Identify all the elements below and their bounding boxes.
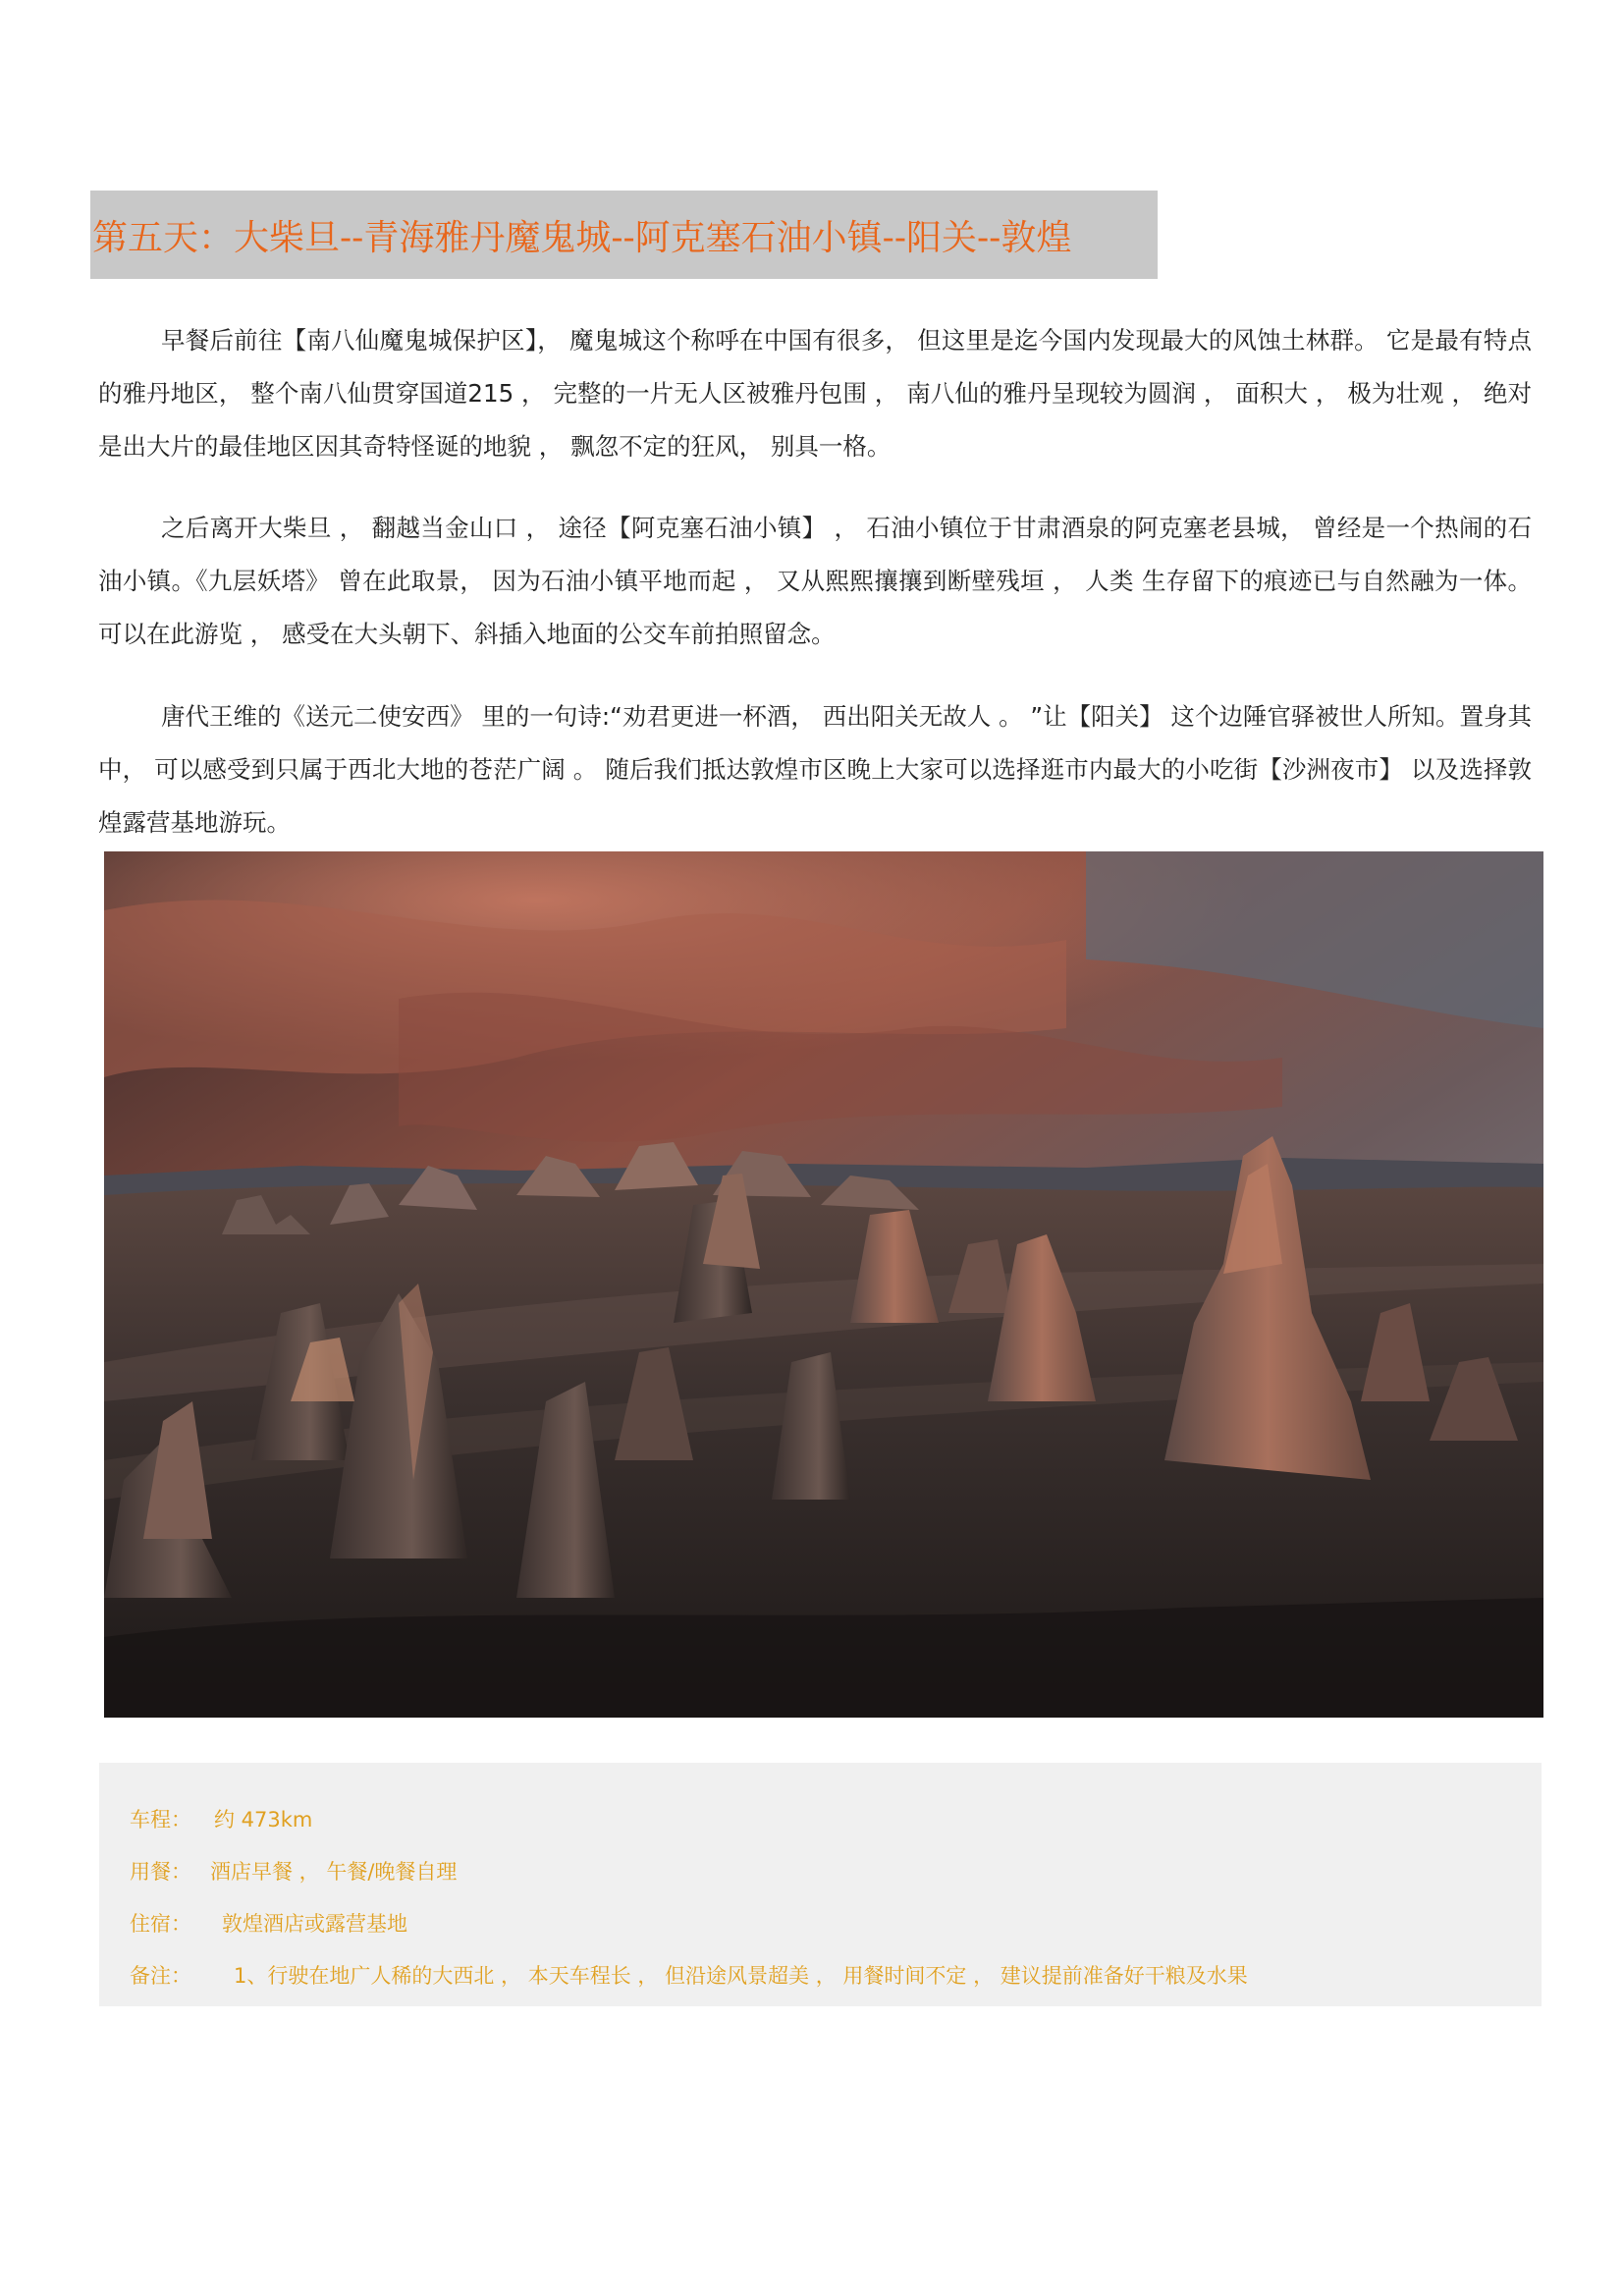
paragraph-nanbaxian [98, 314, 1532, 473]
paragraph-text: 之后离开大柴旦 ， 翻越当金山口 ， 途径【阿克塞石油小镇】 ， 石油小镇位于甘肃酒泉的阿克塞老县城， 曾经是一个热闹的石油小镇。《九层妖塔》 曾在此取景， 因为石油小镇平地而起 ， 又从熙熙攘攘到断壁残垣 ， 人类 生存留下的痕迹已与自然融为一体。可以在此游览 ， 感受在大头朝下、斜插入地面的公交车前拍照留念。 [98, 514, 1532, 648]
notes-row [130, 1960, 1248, 1990]
paragraph-text: 唐代王维的《送元二使安西》 里的一句诗:“劝君更进一杯酒， 西出阳关无故人 。 ”让【阳关】 这个边陲官驿被世人所知。置身其中， 可以感受到只属于西北大地的苍茫广阔 。 随后我们抵达敦煌市区晚上大家可以选择逛市内最大的小吃街【沙洲夜市】 以及选择敦煌露营基地游玩。 [98, 702, 1532, 837]
notes-label: 备注： [130, 1964, 191, 1988]
paragraph-yangguan [98, 690, 1532, 849]
paragraph-text: 早餐后前往【南八仙魔鬼城保护区】， 魔鬼城这个称呼在中国有很多， 但这里是迄今国内发现最大的风蚀土林群。 它是最有特点的雅丹地区， 整个南八仙贯穿国道215 ， 完整的一片无人区被雅丹包围 ， 南八仙的雅丹呈现较为圆润 ， 面积大 ， 极为壮观 ， 绝对是出大片的最佳地区因其奇特怪诞的地貌 ， 飘忽不定的狂风， 别具一格。 [98, 326, 1532, 461]
notes-value: 1、行驶在地广人稀的大西北 ， 本天车程长 ， 但沿途风景超美 ， 用餐时间不定 ， 建议提前准备好干粮及水果 [234, 1964, 1248, 1988]
meals-label: 用餐： [130, 1860, 191, 1884]
day-title-bar [90, 191, 1158, 279]
day-title: 第五天：大柴旦--青海雅丹魔鬼城--阿克塞石油小镇--阳关--敦煌 [92, 217, 1072, 258]
yardang-landscape-photo [104, 851, 1543, 1718]
lodging-label: 住宿： [130, 1912, 191, 1936]
lodging-value: 敦煌酒店或露营基地 [222, 1912, 407, 1936]
paragraph-akesai [98, 502, 1532, 661]
meals-row [130, 1856, 457, 1886]
trip-info-box [99, 1763, 1542, 2006]
lodging-row [130, 1908, 407, 1938]
distance-label: 车程： [130, 1808, 191, 1831]
yardang-photo-illustration [104, 851, 1543, 1718]
meals-value: 酒店早餐 ， 午餐/晚餐自理 [210, 1860, 458, 1884]
distance-row [130, 1804, 312, 1833]
distance-value: 约 473km [214, 1808, 313, 1831]
